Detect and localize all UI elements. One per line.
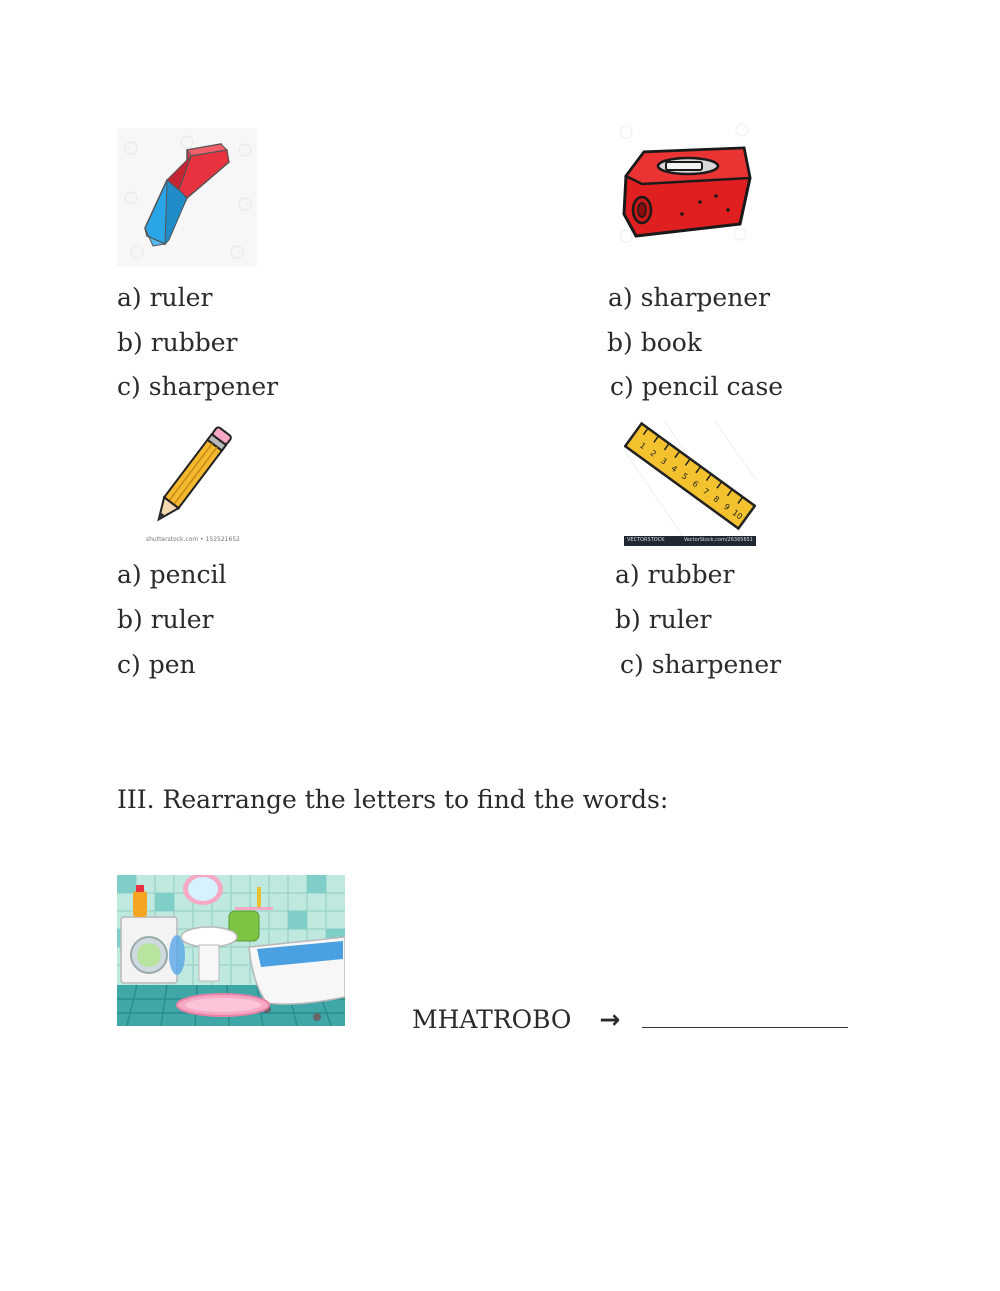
bathroom-picture bbox=[117, 875, 345, 1026]
q4-option-a: a) rubber bbox=[615, 560, 735, 589]
pencil-watermark: shutterstock.com • 152521652 bbox=[146, 536, 240, 543]
svg-text:10: 10 bbox=[730, 508, 745, 522]
q2-option-a: a) sharpener bbox=[608, 283, 771, 312]
pencil-picture bbox=[140, 420, 240, 548]
svg-text:7: 7 bbox=[701, 486, 711, 497]
ruler-icon bbox=[624, 420, 756, 538]
arrow-icon: → bbox=[599, 1005, 621, 1034]
answer-blank[interactable] bbox=[642, 1003, 848, 1028]
svg-text:5: 5 bbox=[680, 471, 690, 482]
eraser-picture bbox=[117, 128, 257, 266]
sharpener-icon bbox=[612, 118, 758, 248]
ruler-watermark-left: VECTORSTOCK bbox=[627, 537, 665, 543]
section-3-heading: III. Rearrange the letters to find the words: bbox=[117, 785, 669, 814]
svg-text:6: 6 bbox=[690, 478, 700, 490]
bathroom-icon bbox=[117, 875, 345, 1026]
q3-option-a: a) pencil bbox=[117, 560, 227, 589]
svg-text:9: 9 bbox=[722, 501, 732, 513]
q4-option-c: c) sharpener bbox=[620, 650, 782, 679]
ruler-picture bbox=[624, 420, 756, 546]
ruler-watermark-bar bbox=[624, 536, 756, 546]
pencil-icon bbox=[140, 420, 240, 535]
q4-option-b: b) ruler bbox=[615, 605, 712, 634]
eraser-icon bbox=[117, 128, 257, 266]
q1-option-b: b) rubber bbox=[117, 328, 238, 357]
q3-option-b: b) ruler bbox=[117, 605, 214, 634]
scrambled-word-row bbox=[412, 1003, 848, 1035]
q1-option-a: a) ruler bbox=[117, 283, 213, 312]
svg-text:2: 2 bbox=[648, 448, 658, 459]
q2-option-b: b) book bbox=[607, 328, 702, 357]
svg-text:4: 4 bbox=[669, 463, 679, 474]
scrambled-word: MHATROBO bbox=[412, 1005, 572, 1034]
ruler-watermark-right: VectorStock.com/26365651 bbox=[683, 537, 753, 543]
svg-text:3: 3 bbox=[658, 456, 669, 467]
sharpener-picture bbox=[612, 118, 758, 248]
q1-option-c: c) sharpener bbox=[117, 372, 279, 401]
svg-text:1: 1 bbox=[637, 440, 648, 452]
q3-option-c: c) pen bbox=[117, 650, 196, 679]
q2-option-c: c) pencil case bbox=[610, 372, 784, 401]
svg-text:8: 8 bbox=[711, 494, 721, 505]
